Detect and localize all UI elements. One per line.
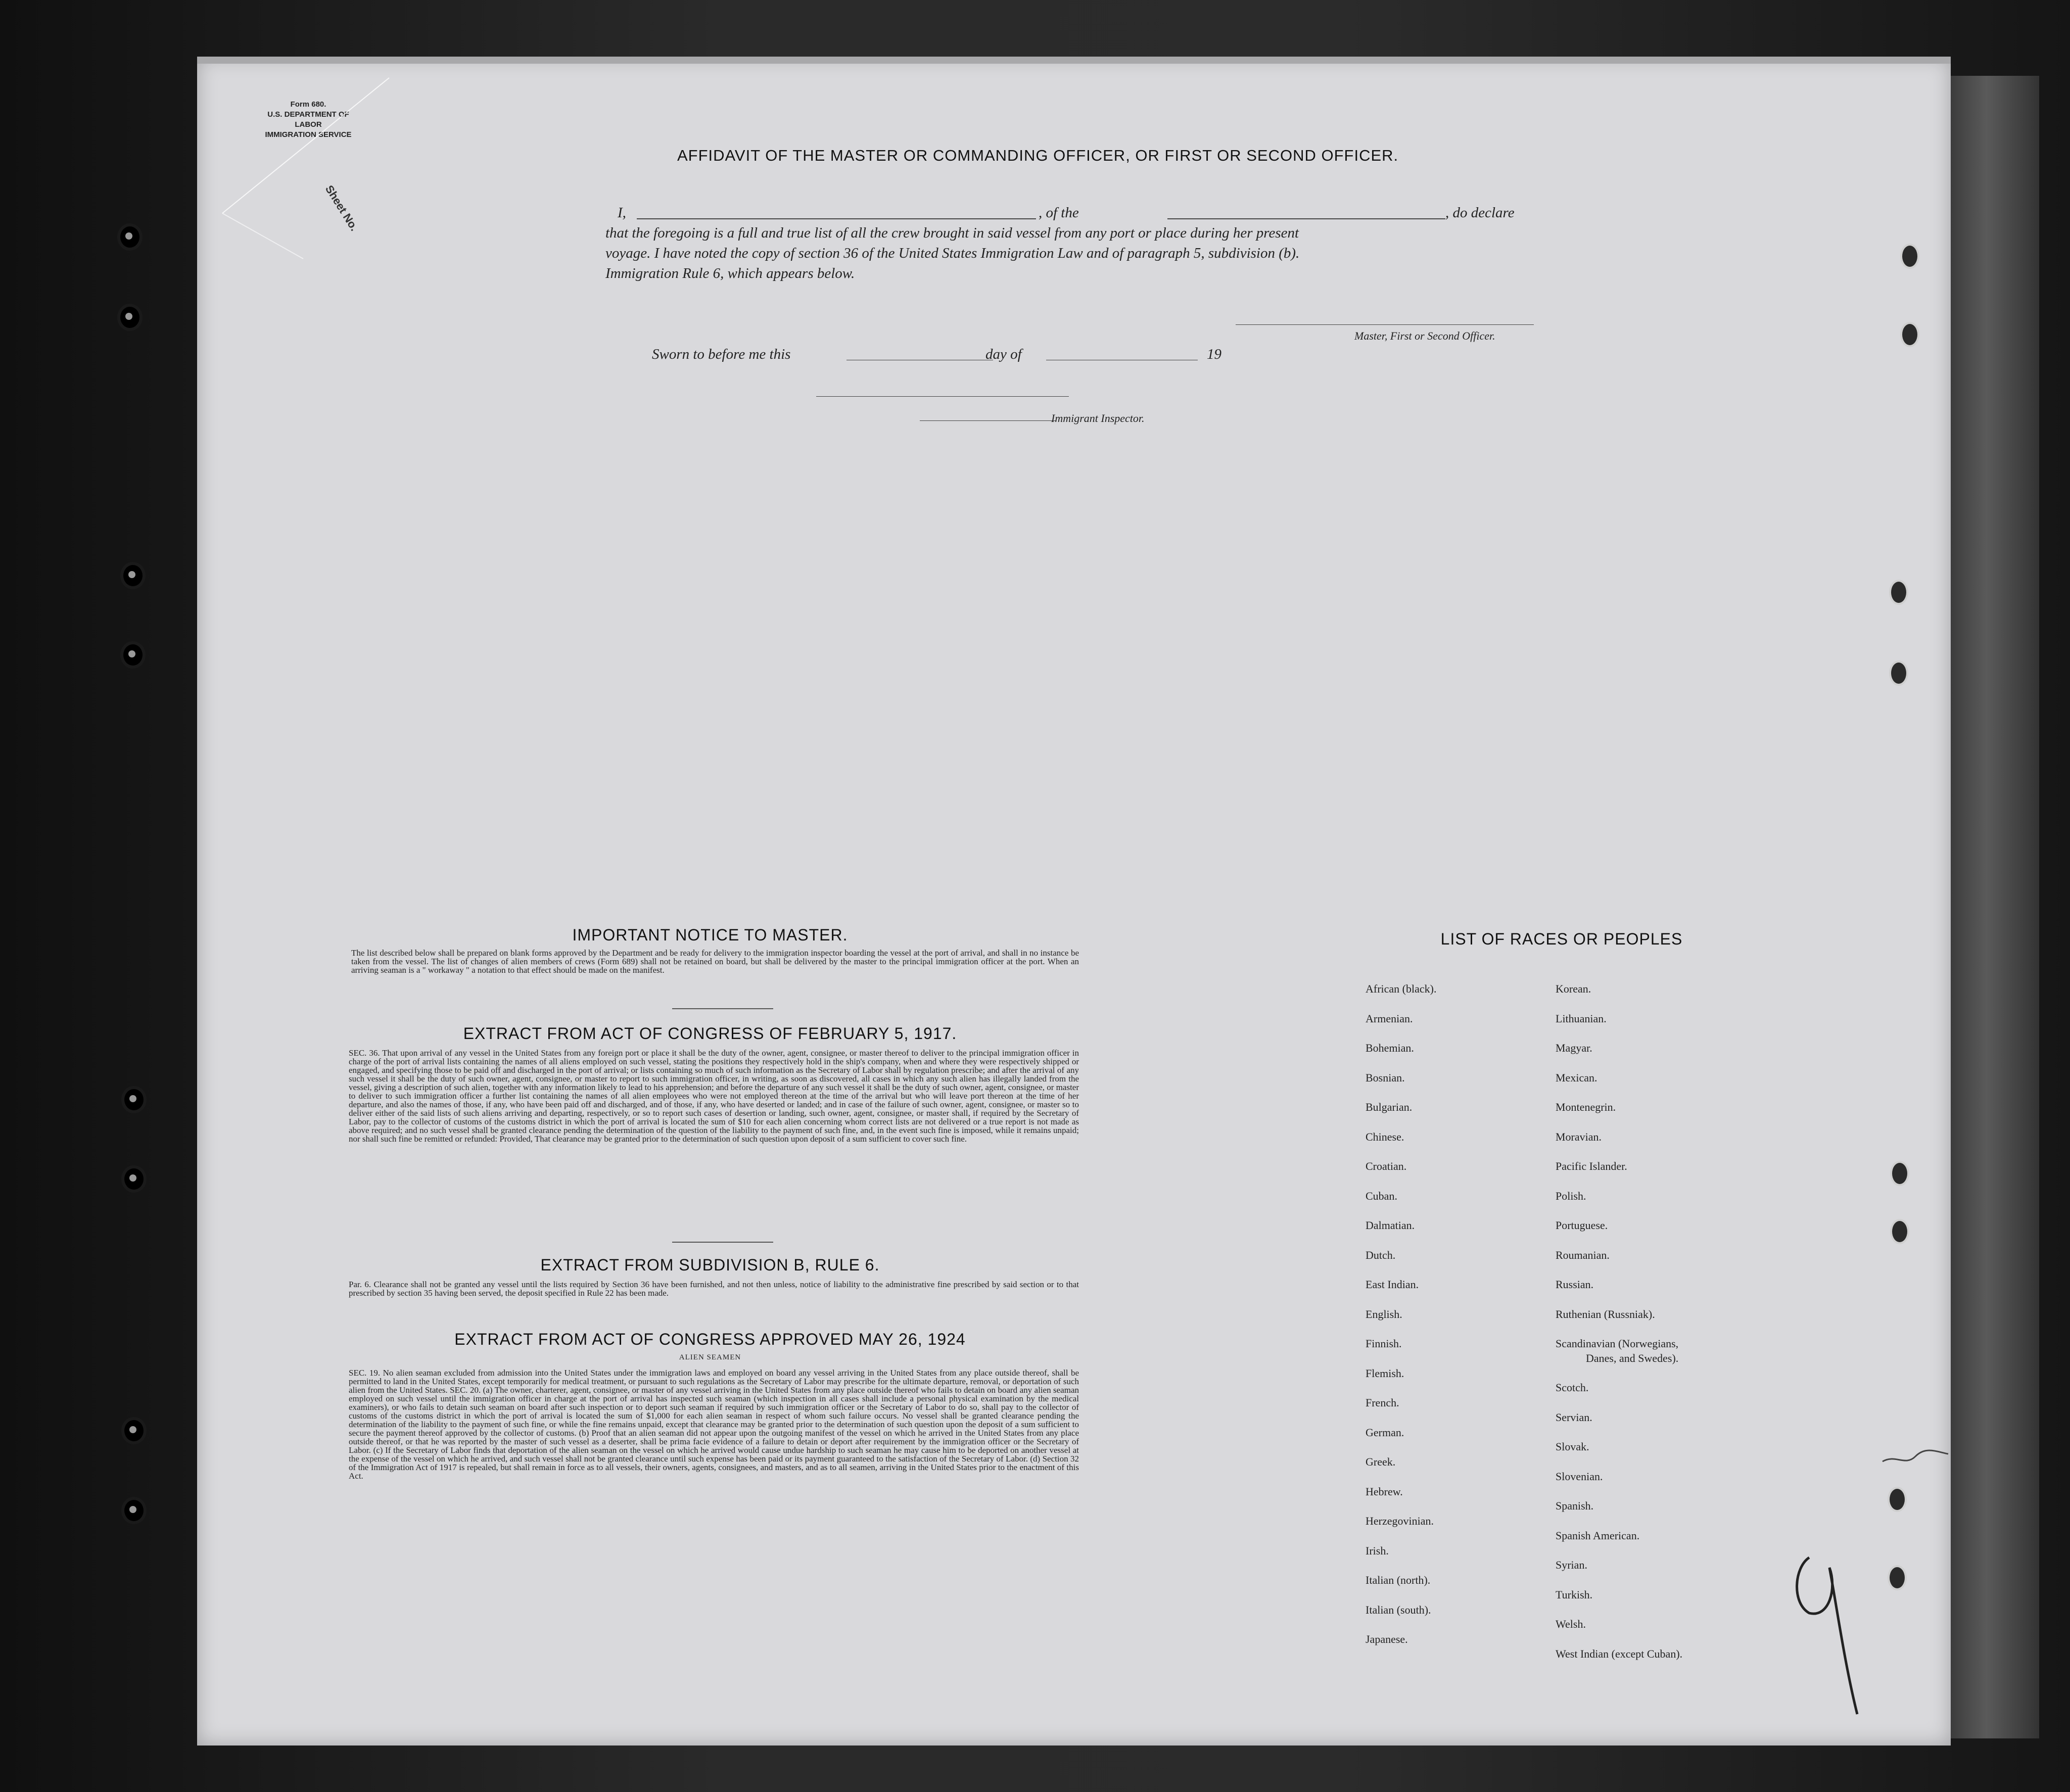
punch-hole [1888,1565,1907,1590]
race-item: French. [1366,1396,1399,1409]
section-divider [672,1008,773,1009]
race-item: West Indian (except Cuban). [1556,1647,1683,1660]
race-item: Greek. [1366,1455,1396,1468]
punch-hole [1890,1161,1909,1186]
affidavit-body-line2: voyage. I have noted the copy of section 36 of the United States Immigration Law and of paragraph 5, subdivision (b). [605,245,1300,261]
binder-ring [120,307,139,328]
race-item: English. [1366,1307,1402,1321]
binder-ring [124,1089,144,1110]
section-divider [672,1242,773,1243]
form-number: Form 680. [290,100,326,109]
races-title: LIST OF RACES OR PEOPLES [1440,930,1683,948]
master-signature-line [1236,324,1534,325]
races-column-2 [1556,982,1768,1725]
day-of-label: day of [985,346,1022,362]
affidavit-of-the-label: , of the [1039,205,1079,221]
binder-ring [124,1168,144,1190]
year-label: 19 [1207,346,1221,362]
race-item: Polish. [1556,1189,1586,1202]
race-item: East Indian. [1366,1278,1419,1291]
page-top-edge [197,57,1951,64]
binder-ring [123,565,143,586]
race-item: African (black). [1366,982,1437,995]
race-item: Spanish American. [1556,1529,1640,1542]
race-item: Irish. [1366,1544,1389,1557]
race-item: Japanese. [1366,1633,1408,1645]
handwritten-nine-mark [1789,1537,1860,1729]
race-item: Roumanian. [1556,1248,1610,1261]
race-item: Danes, and Swedes). [1586,1351,1679,1364]
inspector-line-upper [816,396,1069,397]
race-item: Flemish. [1366,1366,1404,1380]
extract-1917-text: SEC. 36. That upon arrival of any vessel in the United States from any foreign port or place it shall be the duty of the owner, agent, consignee, or master thereof to deliver to the principal immigration officer in charge of the port of arrival lists containing the names of all aliens employed on such vessel, stating the positions they respectively hold in the ship's company, when and where they were respectively shipped or engaged, and specifying those to be paid off and discharged in the port of arrival; or lists containing so much of such information as the Secretary of Labor shall by regulation prescribe; and after the arrival of any such vessel it shall be the duty of such owner, agent, consignee, or master to report to such immigration officer, in writing, as soon as discovered, all cases in which any such alien has illegally landed from the vessel, giving a description of such alien, together with any information likely to lead to his apprehension; and before the departure of any such vessel it shall be the duty of such owner, agent, consignee, or master to deliver to such immigration officer a further list containing the names of all alien employees who were not employed thereon at the time of the arrival but who will leave port thereon at the time of her departure, and also the names of those, if any, who have been paid off and discharged, and of those, if any, who have deserted or landed; and in case of the failure of such owner, agent, consignee, or master so to deliver either of the said lists of such aliens arriving and departing, respectively, or so to report such cases of desertion or landing, such owner, agent, consignee, or master shall, if required by the Secretary of Labor, pay to the collector of customs of the customs district in which the port of arrival is located the sum of $10 for each alien concerning whom correct lists are not delivered or a true report is not made as above required; and no such vessel shall be granted clearance pending the determination of the question of the liability to the payment of such fine, and, in the event such fine is imposed, while it remains unpaid; nor shall such fine be remitted or refunded: Provided, That clearance may be granted prior to the determination of such question upon deposit of a sum sufficient to cover such fine. [349,1048,1079,1144]
notice-title: IMPORTANT NOTICE TO MASTER. [572,926,848,944]
race-item: Lithuanian. [1556,1012,1607,1025]
race-item: Cuban. [1366,1189,1397,1202]
race-item: Finnish. [1366,1337,1402,1350]
race-item: Servian. [1556,1410,1592,1424]
extract-1917-title: EXTRACT FROM ACT OF CONGRESS OF FEBRUARY 5, 1917. [463,1024,957,1043]
race-item: Dalmatian. [1366,1219,1415,1232]
race-item: Welsh. [1556,1618,1586,1630]
race-item: Scandinavian (Norwegians, [1556,1337,1679,1350]
punch-hole [1888,1487,1907,1512]
extract-1924-title: EXTRACT FROM ACT OF CONGRESS APPROVED MAY 26, 1924 [454,1330,966,1348]
punch-hole [1889,661,1908,686]
affidavit-i-label: I, [618,205,626,221]
affidavit-body-line1: that the foregoing is a full and true list of all the crew brought in said vessel from any port or place during her present [605,225,1299,241]
race-item: Ruthenian (Russniak). [1556,1307,1655,1321]
extract-rule6-title: EXTRACT FROM SUBDIVISION B, RULE 6. [540,1256,880,1274]
race-item: Bulgarian. [1366,1101,1413,1113]
affidavit-body-line3: Immigration Rule 6, which appears below. [605,265,855,281]
vessel-blank-line [1167,218,1445,219]
race-item: Dutch. [1366,1248,1396,1261]
master-signature-label: Master, First or Second Officer. [1354,329,1495,342]
race-item: Italian (south). [1366,1603,1431,1616]
race-item: Russian. [1556,1278,1594,1291]
race-item: Scotch. [1556,1381,1589,1394]
punch-hole [1900,244,1919,269]
races-column-1 [1366,982,1527,1725]
race-item: Spanish. [1556,1499,1594,1512]
inspector-label: Immigrant Inspector. [1051,412,1145,425]
binder-ring [120,226,139,248]
inspector-line-lower [920,420,1056,421]
binder-ring [124,1420,144,1441]
punch-hole [1889,580,1908,605]
race-item: German. [1366,1426,1404,1439]
race-item: Mexican. [1556,1071,1597,1084]
notice-text: The list described below shall be prepared on blank forms approved by the Department and be ready for delivery to the immigration inspector boarding the vessel at the port of arrival, and shall in no instance be taken from the vessel. The list of changes of alien members of crews (Form 689) shall not be retained on board, but shall be delivered by the master to the principal immigration officer at the port. When an arriving seaman is a " workaway " a notation to that effect should be made on the manifest. [351,948,1079,975]
race-item: Croatian. [1366,1160,1407,1172]
form-department: U.S. DEPARTMENT OF LABOR [267,110,349,129]
underlying-page-edge [1951,76,2039,1738]
race-item: Korean. [1556,982,1591,995]
punch-hole [1900,322,1919,347]
sheet-number-label: Sheet No. [322,183,361,233]
affidavit-declare-label: , do declare [1445,205,1515,221]
binder-ring [124,1500,144,1521]
race-item: Bohemian. [1366,1042,1414,1054]
race-item: Portuguese. [1556,1219,1608,1232]
affidavit-title: AFFIDAVIT OF THE MASTER OR COMMANDING OFFICER, OR FIRST OR SECOND OFFICER. [677,147,1399,164]
sworn-label: Sworn to before me this [652,346,791,362]
race-item: Bosnian. [1366,1071,1405,1084]
extract-rule6-text: Par. 6. Clearance shall not be granted any vessel until the lists required by Section 36 have been furnished, and not then unless, notice of liability to the administrative fine prescribed by said section or to that prescribed by section 35 having been served, the deposit specified in Rule 22 has been made. [349,1280,1079,1298]
race-item: Pacific Islander. [1556,1160,1627,1172]
handwritten-scrawl [1880,1441,1951,1472]
race-item: Slovak. [1556,1440,1589,1453]
race-item: Montenegrin. [1556,1101,1616,1113]
race-item: Turkish. [1556,1588,1593,1601]
race-item: Magyar. [1556,1042,1592,1054]
form-service: IMMIGRATION SERVICE [265,130,352,139]
punch-hole [1890,1219,1909,1244]
race-item: Hebrew. [1366,1485,1403,1498]
extract-1924-text: SEC. 19. No alien seaman excluded from admission into the United States under the immigration laws and employed on board any vessel arriving in the United States from any place outside thereof, shall be permitted to land in the United States, except temporarily for medical treatment, or pursuant to such regulations as the Secretary of Labor may prescribe for the ultimate departure, removal, or deportation of such alien from the United States. SEC. 20. (a) The owner, charterer, agent, consignee, or master of any vessel arriving in the United States from any place outside thereof who fails to detain on board any alien seaman employed on such vessel until the immigration officer in charge at the port of arrival has inspected such seaman (which inspection in all cases shall include a personal physical examination by the medical examiners), or who fails to detain such seaman on board after such inspection or to deport such seaman if required by such immigration officer or the Secretary of Labor to do so, shall pay to the collector of customs of the customs district in which the port of arrival is located the sum of $1,000 for each alien seaman in respect of whom such failure occurs. No vessel shall be granted clearance pending the determination of the liability to the payment of such fine, or while the fine remains unpaid, except that clearance may be granted prior to the determination of such question upon the deposit of a sum sufficient to secure the payment thereof approved by the collector of customs. (b) Proof that an alien seaman did not appear upon the outgoing manifest of the vessel on which he arrived in the United States from any place outside thereof, or that he was reported by the master of such vessel as a deserter, shall be prima facie evidence of a failure to detain or deport after requirement by the immigration officer or the Secretary of Labor. (c) If the Secretary of Labor finds that deportation of the alien seaman on the vessel on which he arrived would cause undue hardship to such seaman he may cause him to be deported on another vessel at the expense of the vessel on which he arrived, and such vessel shall not be granted clearance until such expense has been paid or its payment guaranteed to the satisfaction of the Secretary of Labor. (d) Section 32 of the Immigration Act of 1917 is repealed, but shall remain in force as to all vessels, their owners, agents, consignees, and masters, and as to all seamen, arriving in the United States prior to the enactment of this Act. [349,1368,1079,1481]
manifest-page [197,57,1951,1746]
race-item: Syrian. [1556,1559,1587,1571]
race-item: Armenian. [1366,1012,1413,1025]
race-item: Slovenian. [1556,1470,1603,1483]
race-item: Italian (north). [1366,1574,1431,1586]
binder-ring [123,644,143,666]
extract-1924-subtitle: ALIEN SEAMEN [679,1353,741,1361]
race-item: Chinese. [1366,1130,1404,1143]
race-item: Herzegovinian. [1366,1515,1434,1527]
name-blank-line [637,218,1036,219]
fold-crease [217,72,399,264]
race-item: Moravian. [1556,1130,1602,1143]
